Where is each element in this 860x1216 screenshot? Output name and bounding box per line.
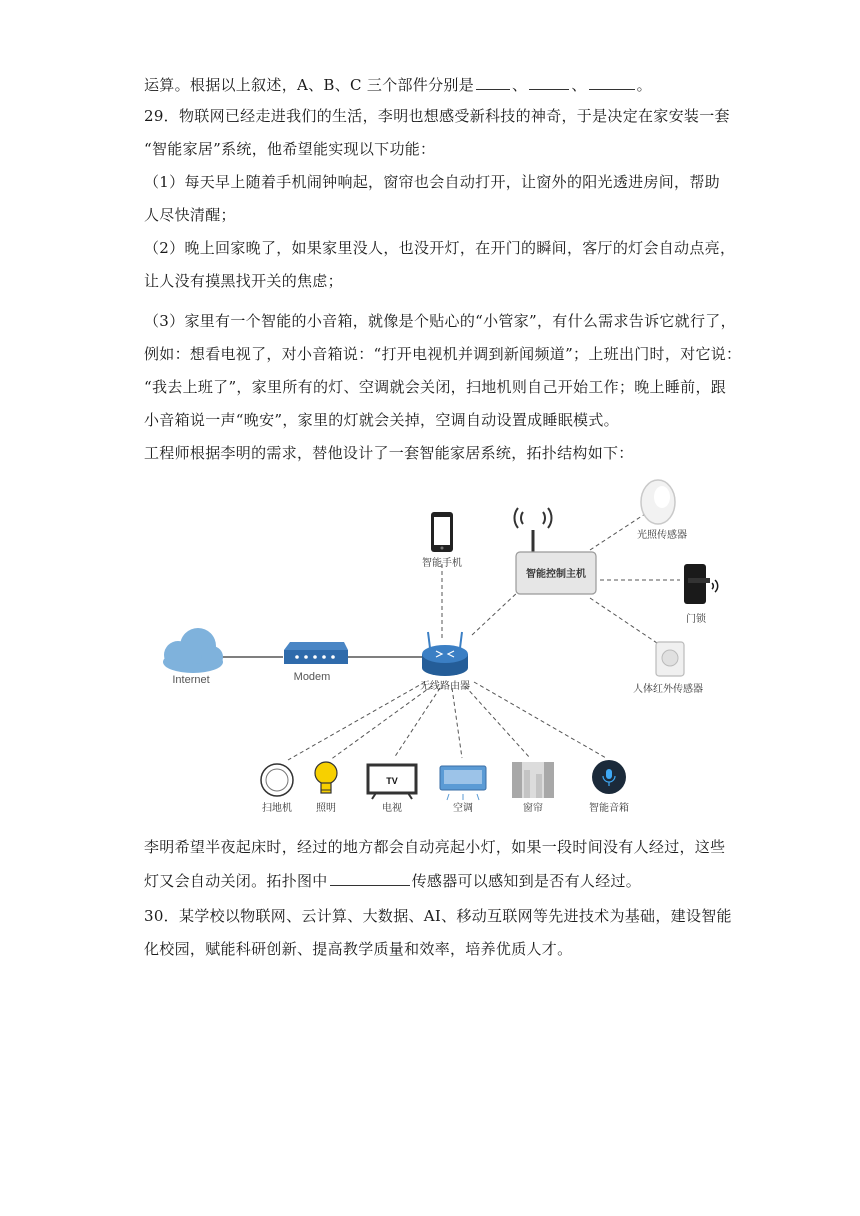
ac-label: 空调 (453, 803, 473, 814)
answer-blank-b[interactable] (529, 74, 569, 90)
internet-label: Internet (172, 674, 210, 686)
answer-blank-c[interactable] (589, 74, 635, 90)
door-lock-label: 门锁 (686, 614, 706, 625)
feature-3-line-2: 例如：想看电视了，对小音箱说：“打开电视机并调到新闻频道”；上班出门时，对它说： (144, 345, 742, 363)
sweeper-label: 扫地机 (262, 803, 292, 814)
after-diagram-line-2 (144, 870, 641, 891)
modem-label: Modem (293, 671, 331, 683)
after-diagram-line-1: 李明希望半夜起床时，经过的地方都会自动亮起小灯，如果一段时间没有人经过，这些 (144, 838, 726, 856)
text-line-1 (144, 74, 652, 95)
tv-label: 电视 (382, 803, 402, 814)
curtain-icon (512, 762, 554, 798)
tv-icon (368, 765, 416, 799)
ir-sensor-label: 人体红外传感器 (633, 684, 703, 695)
speaker-label: 智能音箱 (589, 803, 629, 814)
separator: 、 (571, 76, 587, 94)
feature-1-line-2: 人尽快清醒； (144, 206, 236, 224)
link-router-hub (472, 590, 520, 635)
question-30-line-2: 化校园，赋能科研创新、提高教学质量和效率，培养优质人才。 (144, 940, 573, 958)
link-router-ac (452, 688, 462, 758)
phone-label: 智能手机 (422, 558, 462, 569)
light-sensor-label: 光照传感器 (637, 530, 687, 541)
sweeper-icon (261, 764, 293, 796)
cloud-icon (163, 628, 223, 673)
link-router-sweeper (288, 682, 425, 760)
diagram-intro: 工程师根据李明的需求，替他设计了一套智能家居系统，拓扑结构如下： (144, 444, 634, 462)
hub-label: 智能控制主机 (526, 569, 586, 580)
after-line2-pre: 灯又会自动关闭。拓扑图中 (144, 872, 328, 890)
answer-blank-sensor[interactable] (330, 870, 410, 886)
modem-icon (284, 642, 348, 664)
separator: 、 (512, 76, 528, 94)
light-sensor-icon (641, 480, 675, 524)
curtain-label: 窗帘 (523, 803, 543, 814)
door-lock-icon (684, 564, 718, 604)
router-label: 无线路由器 (420, 681, 470, 692)
ir-sensor-icon (656, 642, 684, 676)
feature-3-line-3: “我去上班了”，家里所有的灯、空调就会关闭，扫地机则自己开始工作；晚上睡前，跟 (144, 378, 727, 396)
question-29-line-2: “智能家居”系统，他希望能实现以下功能： (144, 140, 436, 158)
link-router-speaker (474, 682, 606, 758)
after-line2-post: 传感器可以感知到是否有人经过。 (411, 872, 642, 890)
feature-3-line-4: 小音箱说一声“晚安”，家里的灯就会关掉，空调自动设置成睡眠模式。 (144, 411, 619, 429)
period: 。 (636, 76, 652, 94)
light-bulb-icon (315, 762, 337, 793)
link-router-tv (394, 688, 440, 758)
router-icon (422, 632, 468, 676)
topology-diagram (0, 470, 860, 830)
smart-speaker-icon (592, 760, 626, 794)
answer-blank-a[interactable] (476, 74, 510, 90)
air-conditioner-icon (440, 766, 486, 800)
feature-2-line-2: 让人没有摸黑找开关的焦虑； (144, 272, 343, 290)
control-hub-icon (514, 508, 596, 594)
lighting-label: 照明 (316, 803, 336, 814)
feature-2-line-1: （2）晚上回家晚了，如果家里没人，也没开灯，在开门的瞬间，客厅的灯会自动点亮， (144, 239, 736, 257)
question-30-line-1: 30．某学校以物联网、云计算、大数据、AI、移动互联网等先进技术为基础，建设智能 (144, 907, 732, 925)
smartphone-icon (431, 512, 453, 552)
feature-3-line-1: （3）家里有一个智能的小音箱，就像是个贴心的“小管家”，有什么需求告诉它就行了， (144, 312, 736, 330)
question-29-line-1: 29．物联网已经走进我们的生活，李明也想感受新科技的神奇，于是决定在家安装一套 (144, 107, 730, 125)
line1-text: 运算。根据以上叙述，A、B、C 三个部件分别是 (144, 76, 475, 94)
link-router-curtain (465, 686, 530, 758)
link-hub-ir-sensor (590, 598, 660, 645)
tv-screen-label: TV (386, 776, 398, 786)
feature-1-line-1: （1）每天早上随着手机闹钟响起，窗帘也会自动打开，让窗外的阳光透进房间，帮助 (144, 173, 720, 191)
